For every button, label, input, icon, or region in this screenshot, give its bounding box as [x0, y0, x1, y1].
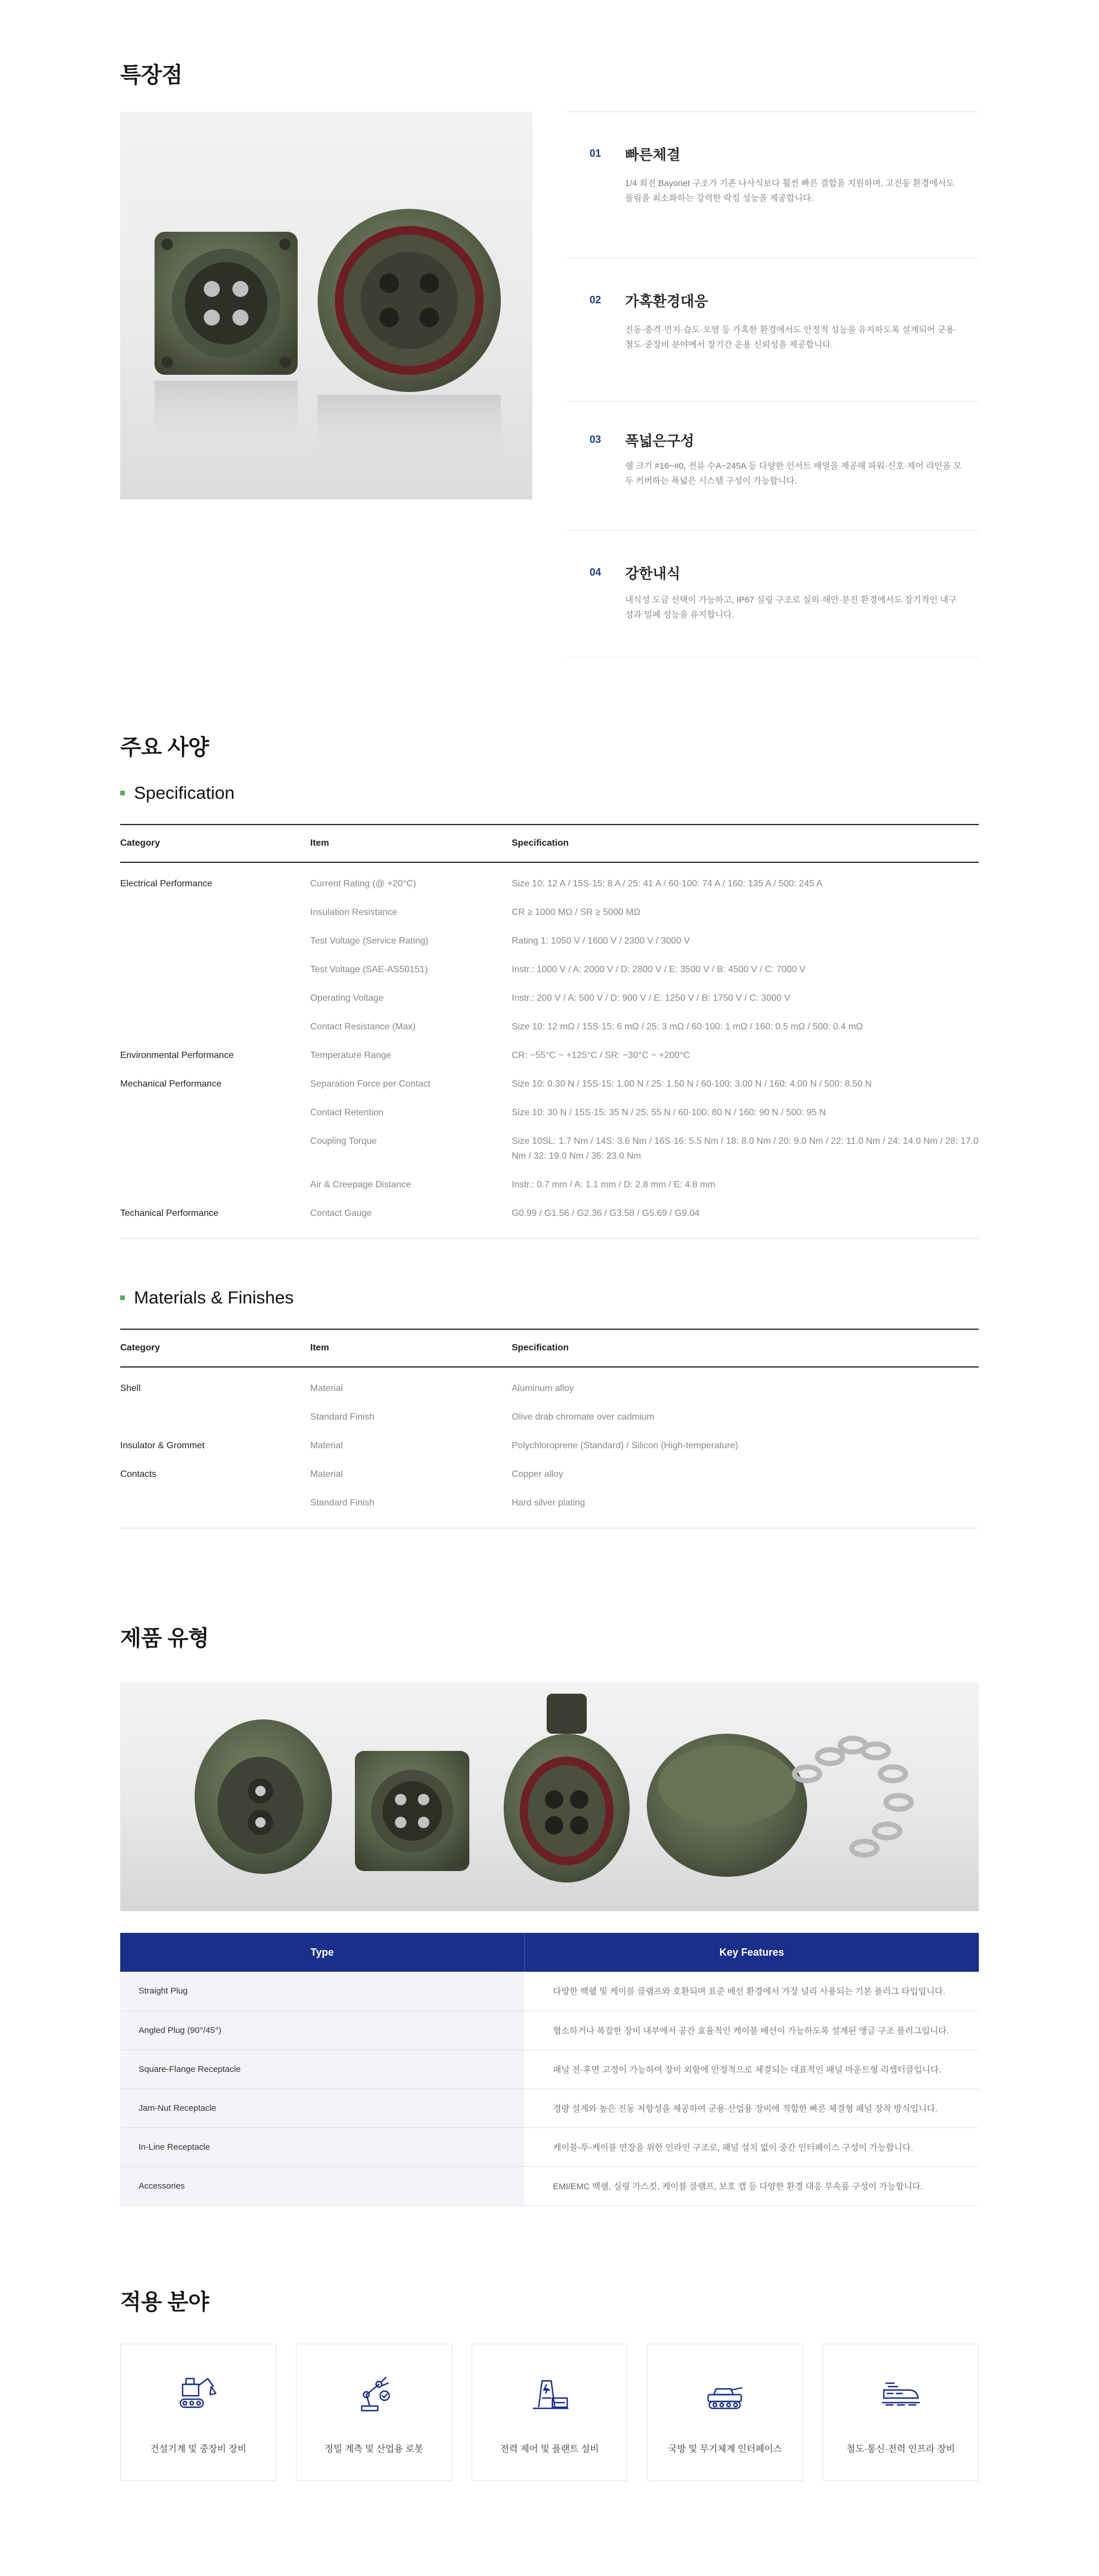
application-label: 정밀 계측 및 산업용 로봇 — [325, 2444, 424, 2454]
key-feature-cell: 케이블-투-케이블 연장을 위한 인라인 구조로, 패널 설치 없이 중간 인터페이스 구성이 가능합니다. — [524, 2127, 979, 2166]
feature-description: 진동·충격·먼지·습도·오염 등 가혹한 환경에서도 안정적 성능을 유지하도록 설계되어 군용·철도·중장비 분야에서 장기간 운용 신뢰성을 제공합니다. — [625, 325, 957, 350]
table-row — [120, 1199, 979, 1239]
feature-description: 내식성 도금 선택이 가능하고, IP67 실링 구조로 실외·해안·분진 환경에서도 장기적인 내구성과 밀폐 성능을 유지합니다. — [625, 595, 957, 620]
power-plant-icon — [529, 2373, 571, 2414]
type-cell: Straight Plug — [120, 1972, 524, 2011]
column-header-category: Category — [120, 1329, 310, 1367]
item-cell: Operating Voltage — [310, 993, 384, 1003]
item-cell: Air & Creepage Distance — [310, 1180, 412, 1190]
category-cell — [120, 1403, 310, 1432]
table-row — [120, 1489, 979, 1528]
feature-title: 강한내식 — [625, 566, 681, 582]
item-cell: Current Rating (@ +20°C) — [310, 879, 416, 889]
feature-item — [567, 401, 979, 530]
column-header-specification: Specification — [512, 825, 979, 862]
green-bullet-icon — [120, 1295, 125, 1300]
specification-cell: G0.99 / G1.56 / G2.36 / G3.58 / G5.69 / G9.04 — [512, 1208, 700, 1218]
category-cell — [120, 1171, 310, 1199]
specification-cell: Size 10: 12 A / 15S·15: 8 A / 25: 41 A / 60·100: 74 A / 160: 135 A / 500: 245 A — [512, 879, 823, 889]
applications-title: 적용 분야 — [120, 2290, 209, 2315]
column-header-key-features: Key Features — [524, 1933, 979, 1972]
green-bullet-icon — [120, 791, 125, 795]
application-card — [472, 2344, 628, 2481]
specification-cell: Size 10: 0.30 N / 15S·15: 1.00 N / 25: 1.50 N / 60·100: 3.00 N / 160: 4.00 N / 500: 8.50 N — [512, 1079, 872, 1089]
item-cell: Test Voltage (SAE-AS50151) — [310, 965, 428, 974]
key-feature-cell: 다양한 백쉘 및 케이블 클램프와 호환되며 표준 배선 환경에서 가장 널리 사용되는 기본 플러그 타입입니다. — [524, 1972, 979, 2011]
application-card — [120, 2344, 276, 2481]
column-header-category: Category — [120, 825, 310, 862]
materials-subtitle — [120, 1287, 294, 1308]
application-label: 철도·통신·전력 인프라 장비 — [846, 2444, 955, 2454]
feature-title: 가혹환경대응 — [625, 294, 708, 310]
category-cell: Techanical Performance — [120, 1208, 219, 1218]
connector-pair-image — [120, 112, 532, 500]
specification-cell: Instr.: 200 V / A: 500 V / D: 900 V / E: 1250 V / B: 1750 V / C: 3000 V — [512, 993, 790, 1003]
item-cell: Material — [310, 1441, 343, 1451]
feature-number: 04 — [590, 566, 602, 578]
specification-cell: CR ≥ 1000 MΩ / SR ≥ 5000 MΩ — [512, 907, 641, 917]
materials-subtitle-text: Materials & Finishes — [134, 1287, 294, 1307]
materials-table — [120, 1329, 979, 1528]
product-types-table — [120, 1933, 979, 2206]
feature-item — [567, 258, 979, 401]
specification-cell: Hard silver plating — [512, 1498, 586, 1508]
specification-cell: Olive drab chromate over cadmium — [512, 1412, 654, 1422]
feature-item — [567, 112, 979, 258]
item-cell: Contact Gauge — [310, 1208, 372, 1218]
key-feature-cell: 패널 전·후면 고정이 가능하여 장비 외함에 안정적으로 체결되는 대표적인 패널 마운트형 리셉터클입니다. — [524, 2050, 979, 2088]
table-row — [120, 898, 979, 927]
table-row — [120, 862, 979, 898]
specification-cell: Copper alloy — [512, 1469, 563, 1479]
table-row — [120, 1013, 979, 1041]
item-cell: Test Voltage (Service Rating) — [310, 936, 429, 946]
table-header-row — [120, 825, 979, 862]
specification-cell: Polychloroprene (Standard) / Silicon (High-temperature) — [512, 1441, 738, 1451]
category-cell: Insulator & Grommet — [120, 1441, 205, 1451]
item-cell: Contact Resistance (Max) — [310, 1022, 416, 1032]
feature-description: 1/4 회전 Bayonet 구조가 기존 나사식보다 훨씬 빠른 결합을 지원하며, 고진동 환경에서도 풀림을 최소화하는 강력한 락킹 성능을 제공합니다. — [625, 179, 955, 203]
table-row — [120, 1099, 979, 1127]
table-row — [120, 2127, 979, 2166]
key-feature-cell: EMI/EMC 백쉘, 실링 가스킷, 케이블 클램프, 보호 캡 등 다양한 환경 대응 부속품 구성이 가능합니다. — [524, 2166, 979, 2205]
column-header-specification: Specification — [512, 1329, 979, 1367]
specification-cell: CR: −55°C ~ +125°C / SR: −30°C ~ +200°C — [512, 1051, 690, 1060]
specification-cell: Size 10: 12 mΩ / 15S·15: 6 mΩ / 25: 3 mΩ / 60·100: 1 mΩ / 160: 0.5 mΩ / 500: 0.4 mΩ — [512, 1022, 863, 1032]
specification-subtitle — [120, 783, 235, 803]
category-cell — [120, 984, 310, 1013]
category-cell — [120, 956, 310, 984]
features-title: 특장점 — [120, 64, 183, 88]
table-row — [120, 927, 979, 956]
item-cell: Material — [310, 1384, 343, 1393]
column-header-item: Item — [310, 825, 512, 862]
column-header-item: Item — [310, 1329, 512, 1367]
feature-number: 01 — [590, 148, 602, 159]
specification-cell: Size 10: 30 N / 15S·15: 35 N / 25: 55 N / 60·100: 80 N / 160: 90 N / 500: 95 N — [512, 1108, 826, 1117]
application-card — [823, 2344, 979, 2481]
category-cell: Shell — [120, 1384, 141, 1393]
table-row — [120, 1403, 979, 1432]
applications-list — [120, 2344, 979, 2481]
item-cell: Coupling Torque — [310, 1136, 377, 1146]
application-card — [296, 2344, 452, 2481]
category-cell — [120, 927, 310, 956]
table-row — [120, 956, 979, 984]
item-cell: Temperature Range — [310, 1051, 392, 1060]
train-icon — [880, 2373, 922, 2414]
category-cell: Contacts — [120, 1469, 157, 1479]
table-row — [120, 1432, 979, 1460]
specification-cell: Instr.: 1000 V / A: 2000 V / D: 2800 V / E: 3500 V / B: 4500 V / C: 7000 V — [512, 965, 806, 974]
specification-cell: Instr.: 0.7 mm / A: 1.1 mm / D: 2.8 mm / E: 4.8 mm — [512, 1180, 715, 1190]
feature-title: 폭넓은구성 — [625, 433, 694, 449]
features-list — [567, 112, 979, 657]
category-cell: Mechanical Performance — [120, 1079, 222, 1089]
category-cell — [120, 1489, 310, 1528]
type-cell: Square-Flange Receptacle — [120, 2050, 524, 2088]
table-row — [120, 2050, 979, 2088]
table-header-row — [120, 1329, 979, 1367]
category-cell: Electrical Performance — [120, 879, 212, 889]
table-row — [120, 1367, 979, 1403]
table-row — [120, 2011, 979, 2050]
feature-number: 03 — [590, 434, 602, 445]
key-feature-cell: 경량 설계와 높은 진동 저항성을 제공하여 군용·산업용 장비에 적합한 빠른 체결형 패널 장착 방식입니다. — [524, 2088, 979, 2127]
category-cell — [120, 898, 310, 927]
table-header-row — [120, 1933, 979, 1972]
application-label: 전력 제어 및 플랜트 설비 — [500, 2444, 599, 2454]
feature-number: 02 — [590, 294, 602, 306]
item-cell: Material — [310, 1469, 343, 1479]
type-cell: Accessories — [120, 2166, 524, 2205]
specification-cell: Aluminum alloy — [512, 1384, 574, 1393]
category-cell — [120, 1127, 310, 1171]
tank-icon — [705, 2373, 746, 2414]
category-cell — [120, 1099, 310, 1127]
application-card — [647, 2344, 803, 2481]
item-cell: Separation Force per Contact — [310, 1079, 430, 1089]
item-cell: Insulation Resistance — [310, 907, 398, 917]
table-row — [120, 1171, 979, 1199]
type-cell: In-Line Receptacle — [120, 2127, 524, 2166]
table-row — [120, 1460, 979, 1489]
table-row — [120, 1041, 979, 1070]
feature-title: 빠른체결 — [625, 147, 681, 163]
table-row — [120, 1972, 979, 2011]
key-feature-cell: 협소하거나 복잡한 장비 내부에서 공간 효율적인 케이블 배선이 가능하도록 설계된 앵글 구조 플러그입니다. — [524, 2011, 979, 2050]
specs-title: 주요 사양 — [120, 736, 209, 760]
type-cell: Jam-Nut Receptacle — [120, 2088, 524, 2127]
product-lineup-image — [120, 1682, 979, 1911]
specification-cell: Rating 1: 1050 V / 1600 V / 2300 V / 3000 V — [512, 936, 690, 946]
robot-arm-icon — [354, 2373, 395, 2414]
item-cell: Standard Finish — [310, 1412, 375, 1422]
types-title: 제품 유형 — [120, 1627, 209, 1651]
specification-cell: Size 10SL: 1.7 Nm / 14S: 3.6 Nm / 16S·16: 5.5 Nm / 18: 8.0 Nm / 20: 9.0 Nm / 22: 11.0 Nm / 24: 14.0 Nm / 28: 17.0 Nm / 32: 19.0 Nm / 36: 23.0 Nm — [512, 1136, 979, 1161]
table-row — [120, 984, 979, 1013]
application-label: 건설기계 및 중장비 장비 — [150, 2444, 247, 2454]
table-row — [120, 1127, 979, 1171]
column-header-type: Type — [120, 1933, 524, 1972]
table-row — [120, 2088, 979, 2127]
specification-subtitle-text: Specification — [134, 783, 235, 803]
feature-description: 쉘 크기 #16~#0, 전류 수A~245A 등 다양한 인서트 배열을 제공해 파워·신호·제어 라인을 모두 커버하는 폭넓은 시스템 구성이 가능합니다. — [625, 461, 962, 486]
category-cell: Environmental Performance — [120, 1051, 234, 1060]
category-cell — [120, 1013, 310, 1041]
specification-table — [120, 824, 979, 1239]
application-label: 국방 및 무기체계 인터페이스 — [668, 2444, 782, 2454]
excavator-icon — [178, 2373, 219, 2414]
table-row — [120, 1070, 979, 1099]
feature-item — [567, 530, 979, 657]
table-row — [120, 2166, 979, 2205]
item-cell: Standard Finish — [310, 1498, 375, 1508]
type-cell: Angled Plug (90°/45°) — [120, 2011, 524, 2050]
item-cell: Contact Retention — [310, 1108, 384, 1117]
